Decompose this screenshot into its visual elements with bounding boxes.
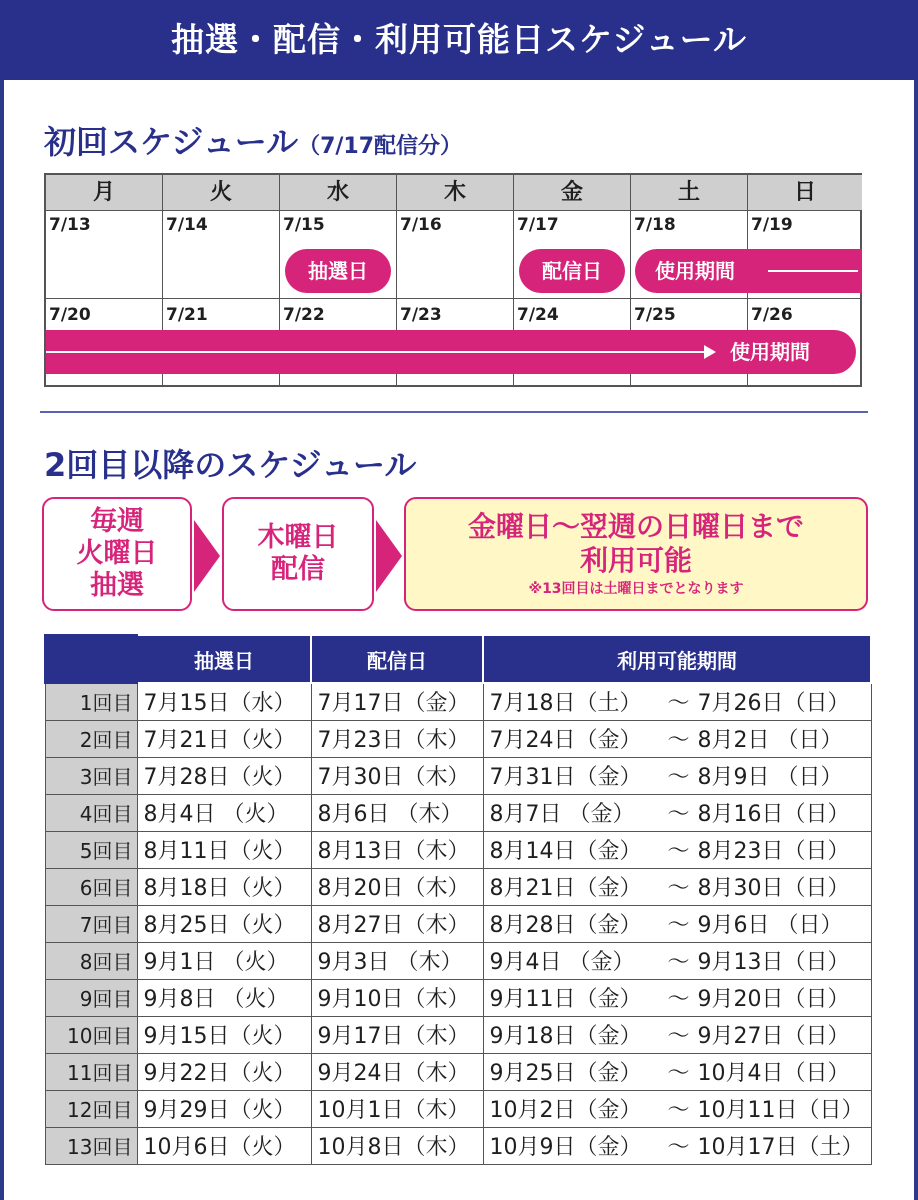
weekday-mon: 月 xyxy=(46,175,163,211)
delivery-date-cell: 7月30日（木） xyxy=(311,757,483,794)
period-tilde: 〜 xyxy=(667,1061,690,1086)
period-tilde: 〜 xyxy=(667,1024,690,1049)
available-period-cell xyxy=(483,905,871,942)
round-label: 9回目 xyxy=(45,979,137,1016)
period-tilde: 〜 xyxy=(667,839,690,864)
lottery-date-cell: 8月25日（火） xyxy=(137,905,311,942)
usage-period-label: 使用期間 xyxy=(655,259,735,283)
left-border xyxy=(0,80,4,1200)
period-start: 7月18日（土） xyxy=(489,691,642,717)
available-period-cell xyxy=(483,831,871,868)
delivery-date-cell: 8月20日（木） xyxy=(311,868,483,905)
lottery-date-cell: 7月21日（火） xyxy=(137,720,311,757)
period-start: 8月28日（金） xyxy=(489,913,642,938)
table-row xyxy=(45,831,871,868)
table-header-row xyxy=(45,635,871,683)
available-period-cell xyxy=(483,1053,871,1090)
period-end: 8月30日（日） xyxy=(697,876,850,901)
flow-step-delivery: 木曜日 配信 xyxy=(222,497,374,611)
period-tilde: 〜 xyxy=(667,987,690,1012)
delivery-date-cell: 7月17日（金） xyxy=(311,683,483,720)
available-period-cell xyxy=(483,757,871,794)
round-label: 12回目 xyxy=(45,1090,137,1127)
section-subtitle: （7/17配信分） xyxy=(298,134,463,159)
date-label: 7/14 xyxy=(166,215,208,235)
period-start: 9月4日 （金） xyxy=(489,950,635,975)
period-start: 9月11日（金） xyxy=(489,987,642,1012)
round-label: 11回目 xyxy=(45,1053,137,1090)
header-available-period: 利用可能期間 xyxy=(483,635,871,683)
lottery-date-cell: 8月18日（火） xyxy=(137,868,311,905)
weekday-tue: 火 xyxy=(163,175,280,211)
period-start: 8月21日（金） xyxy=(489,876,642,901)
round-label: 1回目 xyxy=(45,683,137,720)
period-tilde: 〜 xyxy=(667,728,690,753)
delivery-date-cell: 8月27日（木） xyxy=(311,905,483,942)
date-label: 7/21 xyxy=(166,305,208,325)
period-end: 8月23日（日） xyxy=(697,839,850,864)
period-start: 10月9日（金） xyxy=(489,1135,642,1160)
table-row xyxy=(45,905,871,942)
date-label: 7/25 xyxy=(634,305,676,325)
table-row xyxy=(45,942,871,979)
date-label: 7/22 xyxy=(283,305,325,325)
lottery-day-pill: 抽選日 xyxy=(285,249,391,293)
period-end: 8月16日（日） xyxy=(697,802,850,827)
period-end: 7月26日（日） xyxy=(697,691,850,717)
round-label: 2回目 xyxy=(45,720,137,757)
header-blank xyxy=(45,635,137,683)
period-start: 8月14日（金） xyxy=(489,839,642,864)
weekday-thu: 木 xyxy=(397,175,514,211)
round-label: 5回目 xyxy=(45,831,137,868)
table-row xyxy=(45,1127,871,1164)
round-label: 3回目 xyxy=(45,757,137,794)
round-label: 6回目 xyxy=(45,868,137,905)
period-end: 9月13日（日） xyxy=(697,950,850,975)
table-row xyxy=(45,683,871,720)
available-period-cell xyxy=(483,794,871,831)
available-period-cell xyxy=(483,683,871,720)
lottery-date-cell: 8月4日 （火） xyxy=(137,794,311,831)
schedule-table xyxy=(44,634,872,1165)
lottery-date-cell: 9月8日 （火） xyxy=(137,979,311,1016)
delivery-day-pill: 配信日 xyxy=(519,249,625,293)
lottery-date-cell: 9月29日（火） xyxy=(137,1090,311,1127)
lottery-date-cell: 9月15日（火） xyxy=(137,1016,311,1053)
round-label: 8回目 xyxy=(45,942,137,979)
delivery-date-cell: 8月6日 （木） xyxy=(311,794,483,831)
table-row xyxy=(45,1016,871,1053)
arrow-head-icon xyxy=(704,345,716,359)
section-title: 2回目以降のスケジュール xyxy=(44,446,417,484)
period-start: 7月31日（金） xyxy=(489,765,642,790)
round-label: 4回目 xyxy=(45,794,137,831)
weekday-fri: 金 xyxy=(514,175,631,211)
section-divider xyxy=(40,411,868,413)
round-label: 13回目 xyxy=(45,1127,137,1164)
usage-period-line xyxy=(768,270,858,272)
date-label: 7/13 xyxy=(49,215,91,235)
delivery-date-cell: 9月17日（木） xyxy=(311,1016,483,1053)
period-end: 10月11日（日） xyxy=(697,1098,864,1123)
delivery-date-cell: 7月23日（木） xyxy=(311,720,483,757)
lottery-date-cell: 8月11日（火） xyxy=(137,831,311,868)
usage-period-end-label: 使用期間 xyxy=(730,340,810,364)
period-start: 9月18日（金） xyxy=(489,1024,642,1049)
period-end: 10月4日（日） xyxy=(697,1061,850,1086)
date-label: 7/26 xyxy=(751,305,793,325)
usage-period-arrow-line xyxy=(46,351,706,353)
period-tilde: 〜 xyxy=(667,876,690,901)
delivery-date-cell: 8月13日（木） xyxy=(311,831,483,868)
period-end: 9月27日（日） xyxy=(697,1024,850,1049)
date-label: 7/20 xyxy=(49,305,91,325)
date-label: 7/19 xyxy=(751,215,793,235)
weekday-sun: 日 xyxy=(748,175,862,211)
flow-arrow-icon xyxy=(194,520,220,592)
round-label: 10回目 xyxy=(45,1016,137,1053)
delivery-date-cell: 9月3日 （木） xyxy=(311,942,483,979)
flow-step-available xyxy=(404,497,868,611)
weekday-sat: 土 xyxy=(631,175,748,211)
flow-arrow-icon xyxy=(376,520,402,592)
date-label: 7/24 xyxy=(517,305,559,325)
period-tilde: 〜 xyxy=(667,802,690,827)
table-row xyxy=(45,1090,871,1127)
period-tilde: 〜 xyxy=(667,950,690,975)
available-period-cell xyxy=(483,1090,871,1127)
period-tilde: 〜 xyxy=(667,691,690,717)
lottery-date-cell: 7月28日（火） xyxy=(137,757,311,794)
delivery-date-cell: 10月1日（木） xyxy=(311,1090,483,1127)
period-start: 8月7日 （金） xyxy=(489,802,635,827)
table-row xyxy=(45,757,871,794)
period-tilde: 〜 xyxy=(667,913,690,938)
lottery-date-cell: 7月15日（水） xyxy=(137,683,311,720)
period-tilde: 〜 xyxy=(667,765,690,790)
period-end: 8月9日 （日） xyxy=(697,765,843,790)
period-tilde: 〜 xyxy=(667,1098,690,1123)
period-end: 9月6日 （日） xyxy=(697,913,843,938)
table-row xyxy=(45,720,871,757)
table-row xyxy=(45,868,871,905)
date-label: 7/17 xyxy=(517,215,559,235)
available-note: ※13回目は土曜日までとなります xyxy=(528,581,744,597)
date-label: 7/23 xyxy=(400,305,442,325)
available-period-cell xyxy=(483,1016,871,1053)
available-period-text: 金曜日〜翌週の日曜日まで xyxy=(467,510,804,543)
lottery-date-cell: 10月6日（火） xyxy=(137,1127,311,1164)
header-delivery-date: 配信日 xyxy=(311,635,483,683)
delivery-date-cell: 10月8日（木） xyxy=(311,1127,483,1164)
date-label: 7/15 xyxy=(283,215,325,235)
header-lottery-date: 抽選日 xyxy=(137,635,311,683)
available-period-cell xyxy=(483,979,871,1016)
period-end: 8月2日 （日） xyxy=(697,728,843,753)
delivery-date-cell: 9月10日（木） xyxy=(311,979,483,1016)
table-row xyxy=(45,1053,871,1090)
available-label: 利用可能 xyxy=(579,544,692,577)
lottery-date-cell: 9月22日（火） xyxy=(137,1053,311,1090)
available-period-cell xyxy=(483,868,871,905)
period-start: 7月24日（金） xyxy=(489,728,642,753)
date-label: 7/18 xyxy=(634,215,676,235)
period-start: 10月2日（金） xyxy=(489,1098,642,1123)
available-period-cell xyxy=(483,720,871,757)
round-label: 7回目 xyxy=(45,905,137,942)
flow-step-lottery: 毎週 火曜日 抽選 xyxy=(42,497,192,611)
date-label: 7/16 xyxy=(400,215,442,235)
page-title: 抽選・配信・利用可能日スケジュール xyxy=(0,0,918,80)
available-period-cell xyxy=(483,1127,871,1164)
table-body xyxy=(45,683,871,1164)
delivery-date-cell: 9月24日（木） xyxy=(311,1053,483,1090)
table-row xyxy=(45,794,871,831)
period-end: 10月17日（土） xyxy=(697,1135,864,1160)
section-title: 初回スケジュール xyxy=(44,123,299,161)
section-initial-schedule xyxy=(44,117,462,163)
weekday-wed: 水 xyxy=(280,175,397,211)
period-end: 9月20日（日） xyxy=(697,987,850,1012)
available-period-cell xyxy=(483,942,871,979)
period-tilde: 〜 xyxy=(667,1135,690,1160)
period-start: 9月25日（金） xyxy=(489,1061,642,1086)
table-row xyxy=(45,979,871,1016)
lottery-date-cell: 9月1日 （火） xyxy=(137,942,311,979)
right-border xyxy=(914,80,918,1200)
calendar xyxy=(44,173,862,387)
